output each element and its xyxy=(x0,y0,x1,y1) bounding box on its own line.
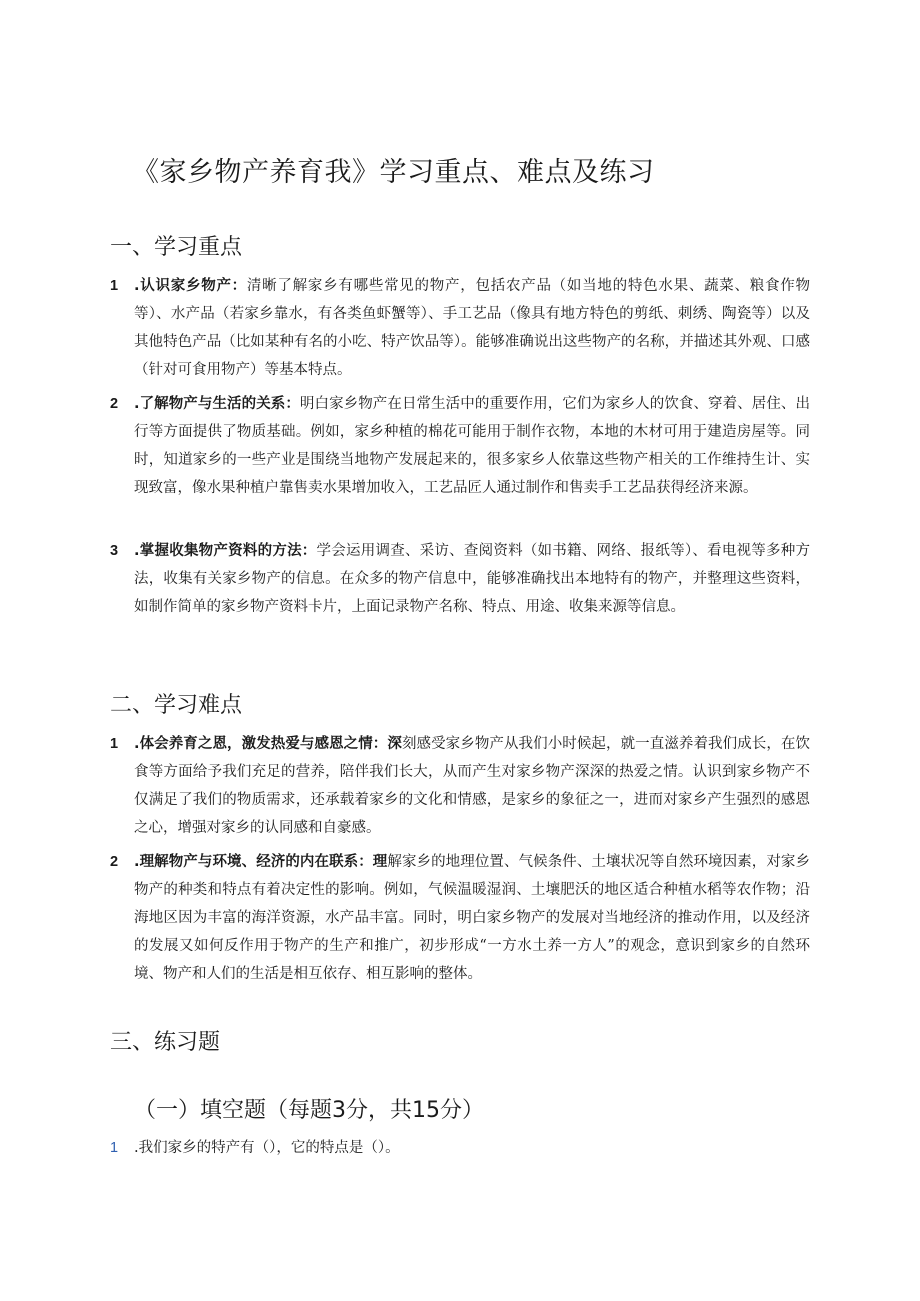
item-text xyxy=(134,272,810,384)
difficulty-item-1 xyxy=(110,730,810,842)
item-lead: .理解物产与环境、经济的内在联系：理 xyxy=(134,854,388,870)
item-lead: .体会养育之恩，激发热爱与感恩之情：深 xyxy=(134,736,402,752)
difficulty-item-2 xyxy=(110,848,810,988)
item-body: 明白家乡物产在日常生活中的重要作用，它们为家乡人的饮食、穿着、居住、出行等方面提供了物质基础。例如，家乡种植的棉花可能用于制作衣物，本地的木材可用于建造房屋等。同时，知道家乡的一些产业是围绕当地物产发展起来的，很多家乡人依靠这些物产相关的工作维持生计、实现致富，像水果种植户靠售卖水果增加收入，工艺品匠人通过制作和售卖手工艺品获得经济来源。 xyxy=(134,396,810,496)
item-lead: .了解物产与生活的关系： xyxy=(134,396,300,412)
section-heading-exercises: 三、练习题 xyxy=(110,1030,221,1055)
key-point-item-1 xyxy=(110,272,810,384)
document-title: 《家乡物产养育我》学习重点、难点及练习 xyxy=(132,157,655,188)
item-number: 2 xyxy=(110,396,119,412)
section-heading-difficulties: 二、学习难点 xyxy=(110,693,243,718)
key-point-item-2 xyxy=(110,390,810,502)
item-text xyxy=(134,537,810,621)
item-body: 刻感受家乡物产从我们小时候起，就一直滋养着我们成长，在饮食等方面给予我们充足的营养，陪伴我们长大，从而产生对家乡物产深深的热爱之情。认识到家乡物产不仅满足了我们的物质需求，还承载着家乡的文化和情感，是家乡的象征之一，进而对家乡产生强烈的感恩之心，增强对家乡的认同感和自豪感。 xyxy=(134,736,810,836)
item-body: 学会运用调查、采访、查阅资料（如书籍、网络、报纸等）、看电视等多种方法，收集有关家乡物产的信息。在众多的物产信息中，能够准确找出本地特有的物产，并整理这些资料，如制作简单的家乡物产资料卡片，上面记录物产名称、特点、用途、收集来源等信息。 xyxy=(134,543,810,615)
item-number: 1 xyxy=(110,736,119,752)
item-number: 2 xyxy=(110,854,119,870)
item-body: 清晰了解家乡有哪些常见的物产，包括农产品（如当地的特色水果、蔬菜、粮食作物等）、水产品（若家乡靠水，有各类鱼虾蟹等）、手工艺品（像具有地方特色的剪纸、刺绣、陶瓷等）以及其他特色产品（比如某种有名的小吃、特产饮品等）。能够准确说出这些物产的名称，并描述其外观、口感（针对可食用物产）等基本特点。 xyxy=(134,278,810,378)
section-heading-key-points: 一、学习重点 xyxy=(110,235,243,260)
item-lead: .认识家乡物产： xyxy=(134,278,247,294)
item-body: .我们家乡的特产有（），它的特点是（）。 xyxy=(134,1140,400,1156)
item-text xyxy=(134,390,810,502)
item-body: 解家乡的地理位置、气候条件、土壤状况等自然环境因素，对家乡物产的种类和特点有着决定性的影响。例如，气候温暖湿润、土壤肥沃的地区适合种植水稻等农作物；沿海地区因为丰富的海洋资源，水产品丰富。同时，明白家乡物产的发展对当地经济的推动作用，以及经济的发展又如何反作用于物产的生产和推广，初步形成“一方水土养一方人”的观念，意识到家乡的自然环境、物产和人们的生活是相互依存、相互影响的整体。 xyxy=(134,854,810,982)
item-number: 1 xyxy=(110,1140,119,1156)
item-text xyxy=(134,730,810,842)
item-number: 1 xyxy=(110,278,119,294)
exercise-item-1 xyxy=(110,1134,810,1162)
subsection-heading-fill-in-blank: （一）填空题（每题3分，共15分） xyxy=(134,1098,484,1123)
item-lead: .掌握收集物产资料的方法： xyxy=(134,543,317,559)
item-text xyxy=(134,848,810,988)
item-number: 3 xyxy=(110,543,119,559)
key-point-item-3 xyxy=(110,537,810,621)
